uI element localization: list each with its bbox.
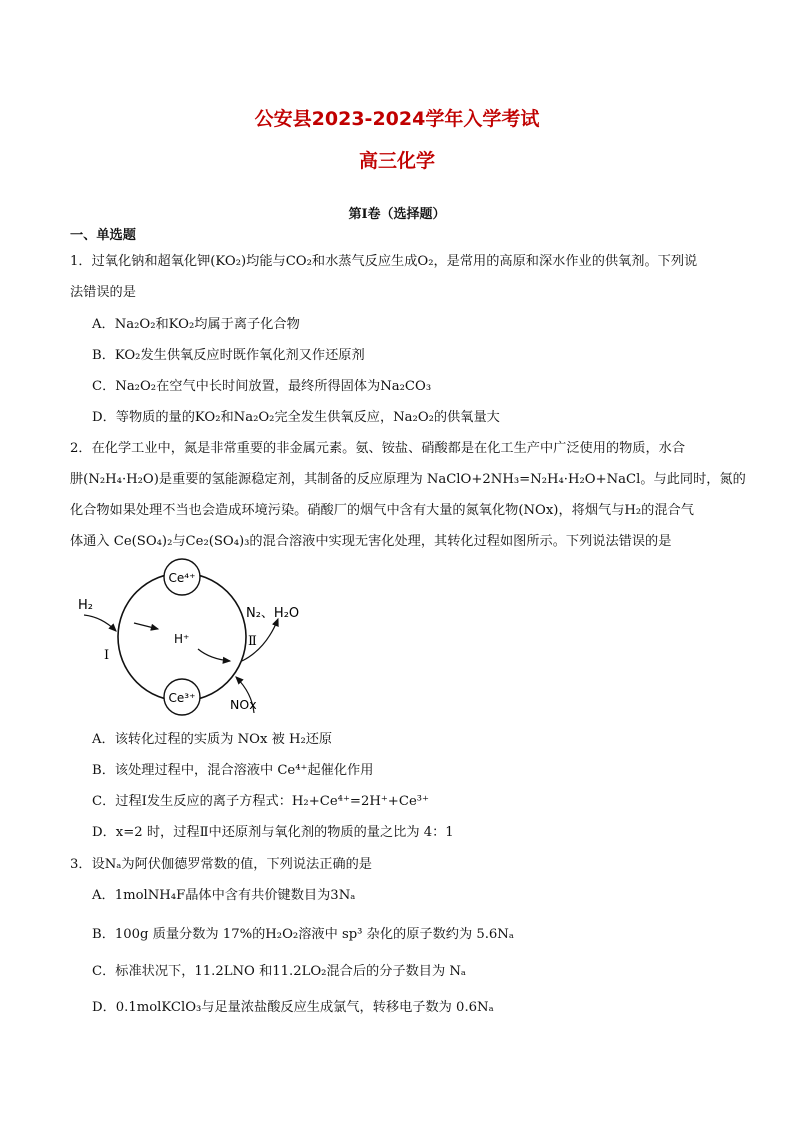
nox-label: NOx [230, 697, 257, 712]
q2-option-a: A．该转化过程的实质为 NOx 被 H₂还原 [92, 732, 333, 747]
exam-subtitle: 高三化学 [358, 150, 435, 172]
q2-option-c: C．过程Ⅰ发生反应的离子方程式：H₂+Ce⁴⁺=2H⁺+Ce³⁺ [92, 794, 429, 809]
h2-label: H₂ [78, 598, 93, 613]
q3-option-b: B．100g 质量分数为 17%的H₂O₂溶液中 sp³ 杂化的原子数约为 5.6Nₐ [92, 927, 514, 942]
q2-stem-line-4: 体通入 Ce(SO₄)₂与Ce₂(SO₄)₃的混合溶液中实现无害化处理，其转化过程如图所示。下列说法错误的是 [70, 534, 672, 549]
q3-option-a: A．1molNH₄F晶体中含有共价键数目为3Nₐ [92, 888, 356, 903]
q3-stem: 3．设Nₐ为阿伏伽德罗常数的值，下列说法正确的是 [70, 857, 372, 872]
h2-arrow [84, 615, 116, 631]
q3-option-d: D．0.1molKClO₃与足量浓盐酸反应生成氯气，转移电子数为 0.6Nₐ [92, 1000, 494, 1015]
q2-stem-line-1: 2．在化学工业中，氮是非常重要的非金属元素。氨、铵盐、硝酸都是在化工生产中广泛使用的物质，水合 [70, 441, 686, 456]
ce-cycle-diagram [70, 557, 320, 717]
inner-arrow-1 [134, 623, 158, 629]
q2-option-d: D．x=2 时，过程Ⅱ中还原剂与氧化剂的物质的量之比为 4：1 [92, 825, 454, 840]
exam-title: 公安县2023-2024学年入学考试 [254, 108, 540, 130]
q2-option-b: B．该处理过程中，混合溶液中 Ce⁴⁺起催化作用 [92, 763, 374, 778]
q3-option-c: C．标准状况下，11.2LNO 和11.2LO₂混合后的分子数目为 Nₐ [92, 964, 466, 979]
q1-option-d: D．等物质的量的KO₂和Na₂O₂完全发生供氧反应，Na₂O₂的供氧量大 [92, 410, 500, 425]
q2-stem-line-2: 肼(N₂H₄·H₂O)是重要的氢能源稳定剂，其制备的反应原理为 NaClO+2NH₃=N₂H₄·H₂O+NaCl。与此同时，氮的 [70, 472, 746, 487]
ce3-label: Ce³⁺ [168, 691, 196, 705]
ce4-label: Ce⁴⁺ [168, 571, 196, 585]
q1-option-b: B．KO₂发生供氧反应时既作氧化剂又作还原剂 [92, 348, 365, 363]
q1-stem-line-2: 法错误的是 [70, 285, 136, 300]
hplus-label: H⁺ [174, 632, 190, 646]
section-heading: 一、单选题 [70, 228, 136, 243]
q2-stem-line-3: 化合物如果处理不当也会造成环境污染。硝酸厂的烟气中含有大量的氮氧化物(NOx)，将烟气与H₂的混合气 [70, 503, 694, 518]
inner-arrow-2 [198, 649, 230, 661]
q1-stem-line-1: 1．过氧化钠和超氧化钾(KO₂)均能与CO₂和水蒸气反应生成O₂，是常用的高原和深水作业的供氧剂。下列说 [70, 254, 698, 269]
products-label: N₂、H₂O [246, 606, 300, 621]
volume-heading: 第Ⅰ卷（选择题） [348, 207, 446, 222]
q1-option-c: C．Na₂O₂在空气中长时间放置，最终所得固体为Na₂CO₃ [92, 379, 432, 394]
q1-option-a: A．Na₂O₂和KO₂均属于离子化合物 [92, 317, 300, 332]
step-2-label: Ⅱ [248, 634, 257, 649]
step-1-label: Ⅰ [104, 648, 110, 663]
